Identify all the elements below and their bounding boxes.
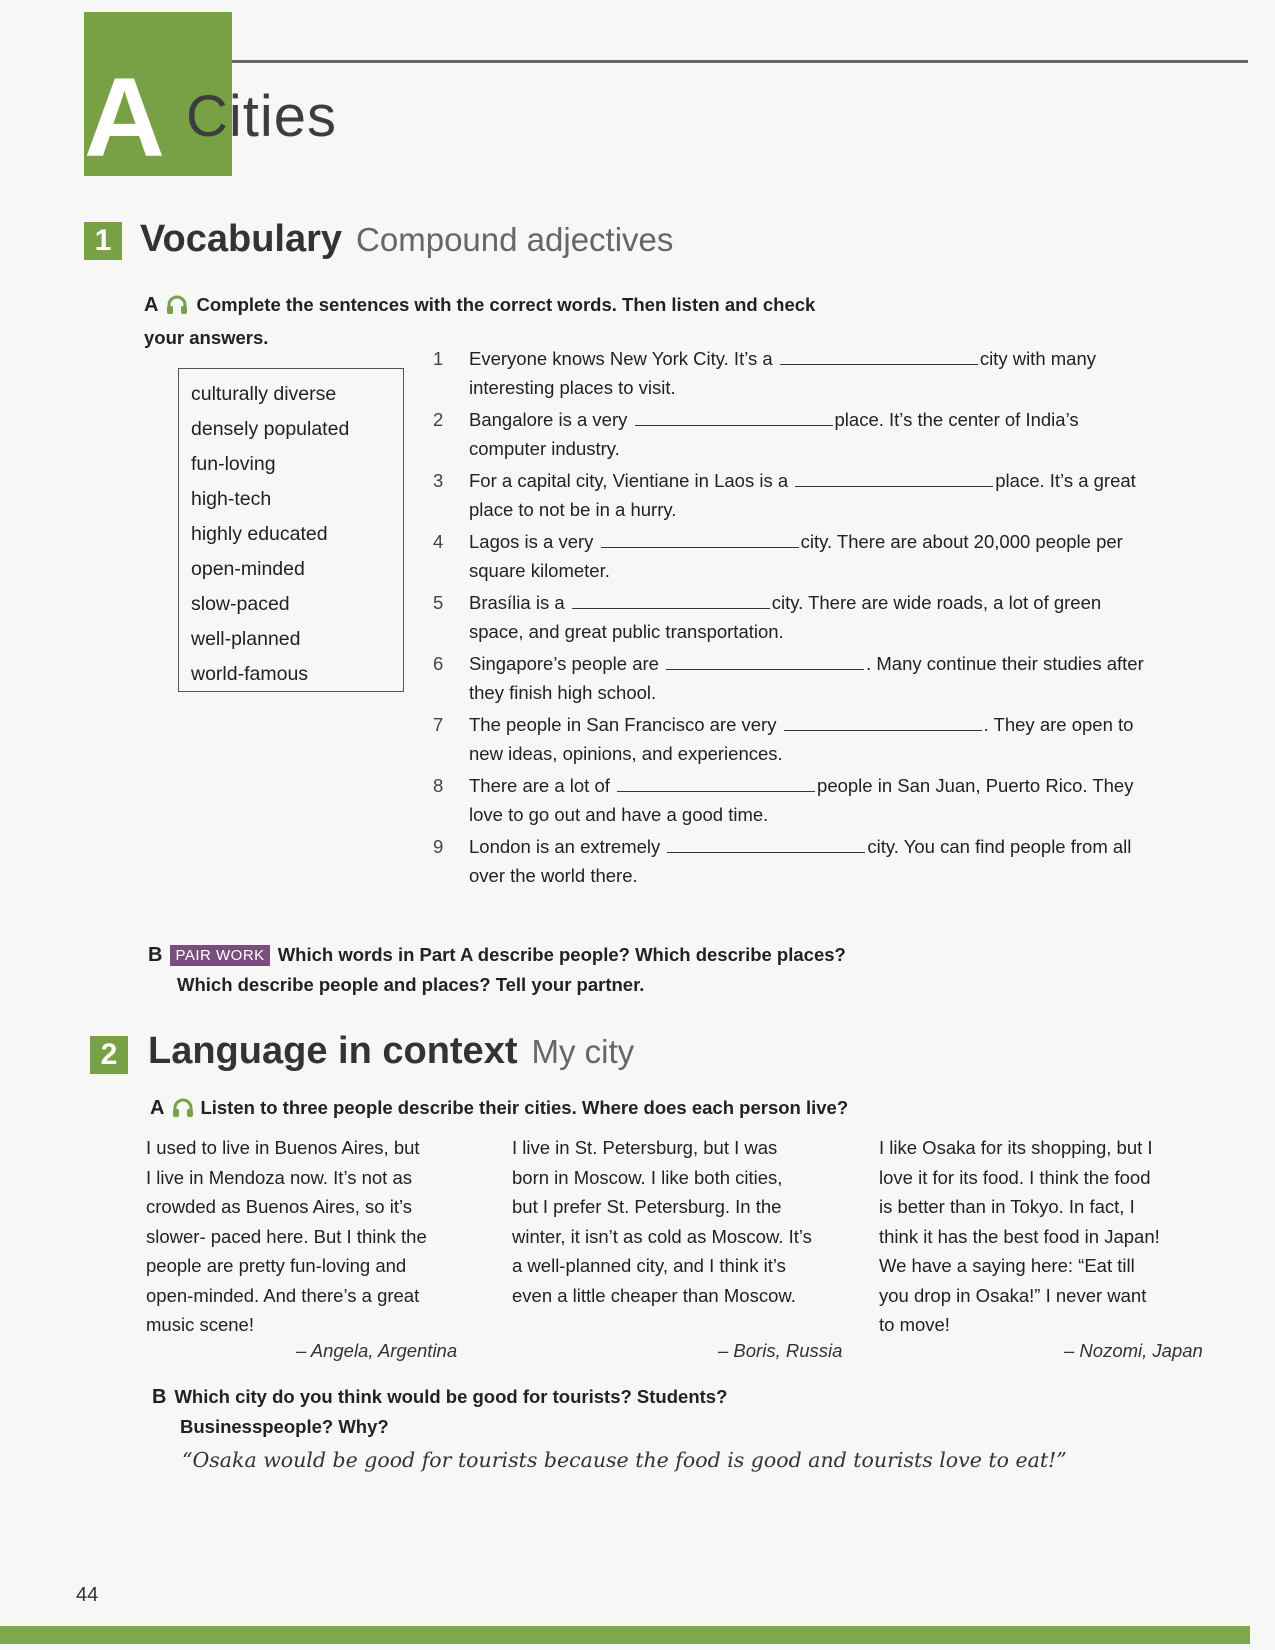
text-line: even a little cheaper than Moscow. (512, 1284, 796, 1306)
sentence-text-before: There are a lot of (469, 775, 610, 796)
text-line: to move! (879, 1314, 950, 1335)
text-line: is better than in Tokyo. In fact, I (879, 1196, 1135, 1217)
word-box (178, 368, 404, 692)
word-box-item: culturally diverse (191, 383, 337, 405)
part-a-instruction-text: Complete the sentences with the correct words. Then listen and check your answers. (144, 294, 816, 348)
word-box-item: well-planned (191, 628, 301, 650)
sentence-text-after: place. It’s a great place to not be in a hurry. (469, 470, 1136, 520)
sentence-number: 8 (433, 775, 444, 796)
section-2-part-b-instruction (152, 1382, 1052, 1441)
sentence-text-after: city with many interesting places to visit. (469, 348, 1096, 398)
sentence-item (433, 649, 1153, 707)
answer-blank[interactable] (635, 407, 833, 426)
sentence-text-after: . Many continue their studies after they finish high school. (469, 653, 1144, 703)
answer-blank[interactable] (784, 712, 982, 731)
part-b-line-2: Which describe people and places? Tell your partner. (177, 974, 645, 995)
part-b-line-1: Which words in Part A describe people? Which describe places? (277, 944, 846, 965)
part-b-line-2: Businesspeople? Why? (180, 1416, 389, 1437)
text-line: I live in St. Petersburg, but I was (512, 1137, 778, 1158)
sentence-number: 1 (433, 348, 444, 369)
text-line: think it has the best food in Japan! (879, 1225, 1160, 1247)
headphones-icon[interactable] (172, 1097, 194, 1126)
city-description-angela (146, 1133, 456, 1340)
text-line: We have a saying here: “Eat till (879, 1255, 1135, 1276)
sentence-item (433, 344, 1153, 402)
footer-bar (0, 1626, 1250, 1644)
text-line: born in Moscow. I like both cities, (512, 1166, 783, 1188)
sentence-text-before: Bangalore is a very (469, 409, 628, 430)
part-b-line-1: Which city do you think would be good for tourists? Students? (174, 1386, 728, 1407)
lesson-letter: A (84, 55, 165, 180)
section-1-title-text: Vocabulary (140, 218, 343, 260)
section-2-title-text: Language in context (148, 1030, 518, 1072)
section-1-subtitle: Compound adjectives (356, 221, 674, 258)
lesson-title: Cities (186, 84, 338, 149)
sentence-text-before: Everyone knows New York City. It’s a (469, 348, 773, 369)
sentence-number: 3 (433, 470, 444, 491)
sentence-number: 9 (433, 836, 444, 857)
sentence-number: 5 (433, 592, 444, 613)
signature-boris: – Boris, Russia (718, 1340, 843, 1361)
answer-blank[interactable] (617, 773, 815, 792)
sentence-text-after: . They are open to new ideas, opinions, and experiences. (469, 714, 1134, 764)
section-1-title (140, 218, 673, 261)
sentence-text-before: Lagos is a very (469, 531, 594, 552)
word-box-item: densely populated (191, 418, 350, 440)
word-box-item: high-tech (191, 488, 272, 510)
sentence-number: 6 (433, 653, 444, 674)
word-box-item: slow-paced (191, 593, 290, 615)
sentence-number: 4 (433, 531, 444, 552)
sentence-item (433, 466, 1153, 524)
text-line: you drop in Osaka!” I never want (879, 1284, 1147, 1306)
word-box-item: highly educated (191, 523, 328, 545)
sentence-text-after: city. There are wide roads, a lot of green space, and great public transportation. (469, 592, 1102, 642)
text-line: but I prefer St. Petersburg. In the (512, 1196, 782, 1217)
sentence-text-before: London is an extremely (469, 836, 661, 857)
word-box-item: world-famous (191, 663, 309, 685)
part-a-letter: A (150, 1097, 165, 1119)
part-b-letter: B (152, 1386, 167, 1408)
city-description-nozomi (879, 1133, 1189, 1340)
text-line: slower- paced here. But I think the (146, 1225, 427, 1247)
header-rule (232, 60, 1248, 63)
section-2-subtitle: My city (531, 1033, 635, 1070)
part-b-letter: B (148, 944, 163, 966)
part-a-letter: A (144, 294, 159, 316)
word-box-item: fun-loving (191, 453, 276, 475)
sentence-item (433, 771, 1153, 829)
answer-blank[interactable] (795, 468, 993, 487)
headphones-icon[interactable] (166, 294, 188, 323)
section-1-number: 1 (84, 222, 122, 260)
sentence-text-before: For a capital city, Vientiane in Laos is a (469, 470, 789, 491)
city-description-boris (512, 1133, 822, 1310)
example-answer: “Osaka would be good for tourists because the food is good and tourists love to eat!” (182, 1448, 1067, 1472)
word-box-item: open-minded (191, 558, 305, 580)
sentence-item (433, 588, 1153, 646)
sentence-text-after: place. It’s the center of India’s computer industry. (469, 409, 1079, 459)
signature-angela: – Angela, Argentina (296, 1340, 458, 1361)
sentence-number: 2 (433, 409, 444, 430)
answer-blank[interactable] (780, 346, 978, 365)
text-line: a well-planned city, and I think it’s (512, 1255, 786, 1276)
sentence-text-after: city. There are about 20,000 people per square kilometer. (469, 531, 1123, 581)
text-line: love it for its food. I think the food (879, 1166, 1151, 1188)
sentence-item (433, 832, 1153, 890)
answer-blank[interactable] (601, 529, 799, 548)
part-a-instruction-text: Listen to three people describe their cities. Where does each person live? (200, 1097, 849, 1118)
text-line: music scene! (146, 1314, 254, 1335)
text-line: open-minded. And there’s a great (146, 1284, 420, 1306)
sentence-text-before: Brasília is a (469, 592, 565, 613)
section-2-number: 2 (90, 1036, 128, 1074)
signature-nozomi: – Nozomi, Japan (1064, 1340, 1203, 1361)
sentence-number: 7 (433, 714, 444, 735)
sentence-item (433, 710, 1153, 768)
answer-blank[interactable] (572, 590, 770, 609)
text-line: winter, it isn’t as cold as Moscow. It’s (512, 1225, 812, 1247)
section-2-part-a-instruction (150, 1093, 1050, 1126)
text-line: people are pretty fun-loving and (146, 1255, 407, 1276)
answer-blank[interactable] (666, 651, 864, 670)
sentence-text-before: Singapore’s people are (469, 653, 659, 674)
text-line: I like Osaka for its shopping, but I (879, 1137, 1153, 1158)
section-1-part-a-instruction (144, 290, 824, 352)
sentence-item (433, 527, 1153, 585)
sentence-text-before: The people in San Francisco are very (469, 714, 777, 735)
sentence-text-after: people in San Juan, Puerto Rico. They love to go out and have a good time. (469, 775, 1134, 825)
answer-blank[interactable] (667, 834, 865, 853)
section-2-title (148, 1030, 634, 1073)
sentence-item (433, 405, 1153, 463)
section-1-part-b-instruction (148, 940, 1048, 999)
page-number: 44 (76, 1584, 99, 1606)
text-line: I used to live in Buenos Aires, but (146, 1137, 420, 1158)
text-line: I live in Mendoza now. It’s not as (146, 1166, 413, 1188)
pair-work-badge: PAIR WORK (170, 945, 269, 966)
sentence-text-after: city. You can find people from all over the world there. (469, 836, 1132, 886)
text-line: crowded as Buenos Aires, so it’s (146, 1196, 412, 1217)
